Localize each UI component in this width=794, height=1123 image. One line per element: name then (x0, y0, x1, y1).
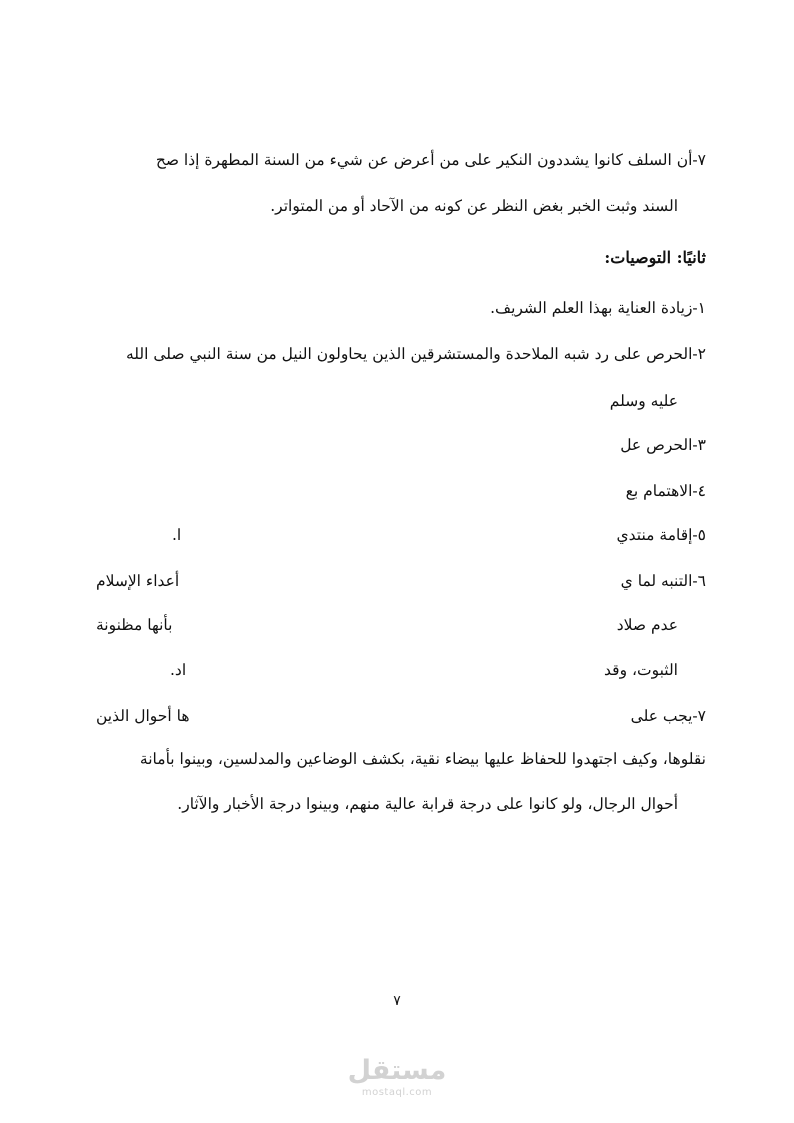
recommendation-6-line3-start: الثبوت، وقد (604, 661, 678, 679)
recommendation-7-end: ها أحوال الذين (96, 707, 190, 725)
recommendation-7-line2: نقلوها، وكيف اجتهدوا للحفاظ عليها بيضاء نقية، بكشف الوضاعين والمدلسين، وبينوا بأمانة (139, 750, 706, 768)
recommendations-heading: ثانيًا: التوصيات: (604, 248, 706, 267)
mostaql-watermark (347, 1055, 447, 1101)
recommendation-4: ٤-الاهتمام بع (625, 482, 706, 500)
page-number: ٧ (393, 993, 401, 1009)
watermark-arabic: مستقل (347, 1055, 447, 1086)
recommendation-5-start: ٥-إقامة منتدي (616, 526, 706, 544)
watermark-latin: mostaql.com (361, 1087, 433, 1098)
recommendation-2-line2: عليه وسلم (609, 392, 678, 410)
recommendation-6-start: ٦-التنبه لما ي (620, 572, 706, 590)
recommendation-5-end: ا. (172, 526, 182, 544)
recommendation-3: ٣-الحرص عل (620, 436, 706, 454)
recommendation-2-line1: ٢-الحرص على رد شبه الملاحدة والمستشرقين الذين يحاولون النيل من سنة النبي صلى الله (125, 345, 706, 363)
recommendation-1: ١-زيادة العناية بهذا العلم الشريف. (490, 299, 706, 317)
recommendation-7-start: ٧-يجب على (630, 707, 706, 725)
recommendation-6-end: أعداء الإسلام (96, 572, 180, 590)
recommendation-6-line2-start: عدم صلاد (616, 616, 678, 634)
recommendation-6-line2-end: بأنها مظنونة (96, 616, 173, 634)
recommendation-6-line3-end: اد. (170, 661, 187, 679)
conclusion-7-line2: السند وثبت الخبر بغض النظر عن كونه من الآحاد أو من المتواتر. (270, 197, 678, 215)
conclusion-7-line1: ٧-أن السلف كانوا يشددون النكير على من أعرض عن شيء من السنة المطهرة إذا صح (155, 151, 706, 169)
recommendation-7-line3: أحوال الرجال، ولو كانوا على درجة قرابة عالية منهم، وبينوا درجة الأخبار والآثار. (177, 795, 678, 813)
